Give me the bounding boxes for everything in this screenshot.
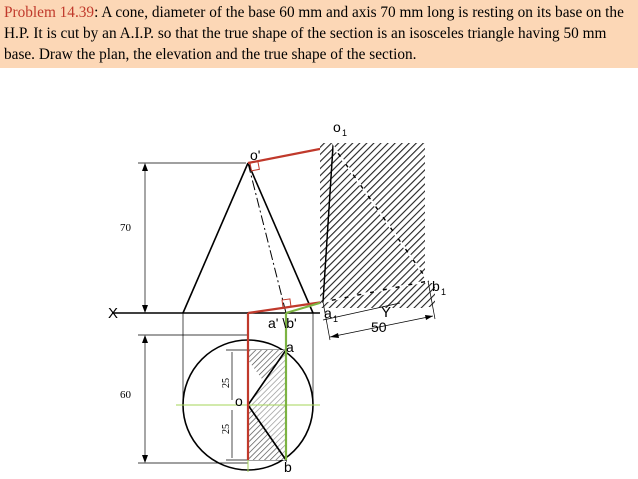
label-apex-elevation: o' [250, 147, 261, 163]
label-apex-aux-sub: 1 [342, 128, 348, 138]
label-dimension-25-bottom: 25 [221, 424, 232, 434]
problem-number: Problem 14.39 [4, 4, 95, 21]
label-y: Y [381, 304, 392, 321]
problem-text: : A cone, diameter of the base 60 mm and axis 70 mm long is resting on its base on the H.P. It is cut by an A.I.P. so that the true shape of the section is an isosceles triangle having 50 mm base. Draw the plan, the elevation and the true shape of the section. [4, 4, 624, 63]
label-dimension-70: 70 [120, 222, 131, 234]
cone-elevation [183, 163, 313, 313]
dimension-60 [138, 335, 248, 463]
label-dimension-60: 60 [120, 389, 131, 401]
true-shape-section [320, 143, 435, 308]
label-b-aux: b [432, 278, 440, 294]
label-x: X [108, 305, 119, 322]
label-a-aux: a [324, 305, 332, 321]
label-a-aux-sub: 1 [333, 314, 339, 324]
label-a-plan: a [286, 339, 294, 355]
label-b-plan: b [284, 459, 292, 475]
label-b-aux-sub: 1 [441, 287, 447, 297]
label-apex-aux: o [333, 119, 341, 135]
label-dimension-25-top: 25 [221, 378, 232, 388]
label-ab-elevation: a' \b' [268, 315, 297, 331]
label-o-plan: o [235, 393, 243, 409]
label-dimension-50: 50 [371, 319, 387, 335]
